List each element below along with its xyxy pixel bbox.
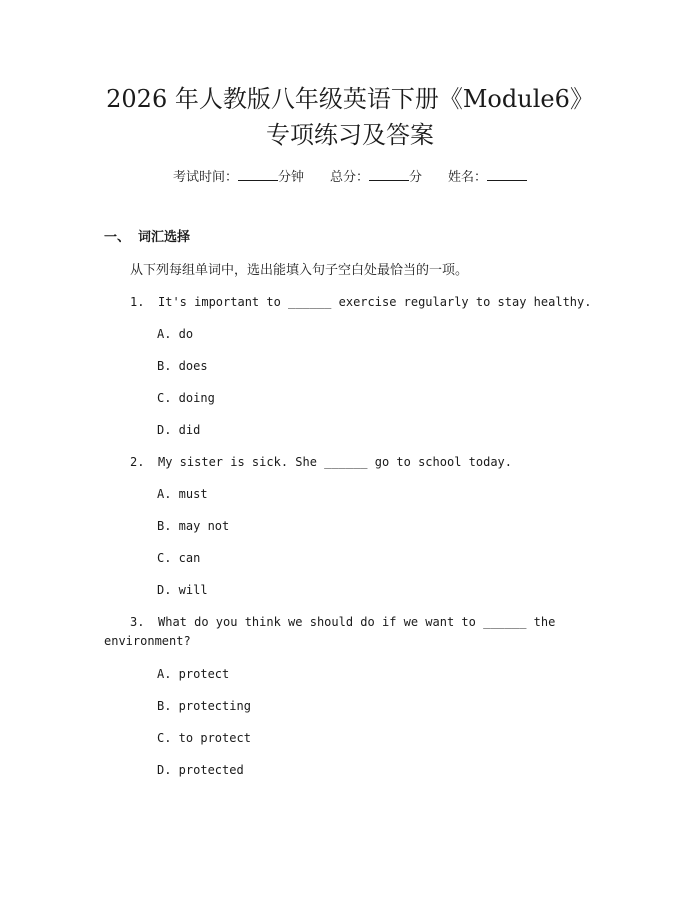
option-1c[interactable]: C. doing [157,391,215,405]
question-text: My sister is sick. She ______ go to school today. [158,455,513,469]
question-1 [130,293,591,311]
instructions: 从下列每组单词中，选出能填入句子空白处最恰当的一项。 [130,263,469,278]
option-3d[interactable]: D. protected [157,763,244,777]
question-number: 3. [130,615,145,629]
page-title-line-2: 专项练习及答案 [266,121,434,149]
score-label: 总分： [329,170,369,185]
exam-info [0,168,700,187]
question-text: It's important to ______ exercise regularly to stay healthy. [158,295,592,309]
section-heading [104,229,190,247]
time-unit: 分钟 [277,170,304,185]
option-3c[interactable]: C. to protect [157,731,251,745]
section-title: 词汇选择 [138,230,191,245]
time-label: 考试时间： [172,170,238,185]
option-1a[interactable]: A. do [157,327,194,341]
name-label: 姓名： [448,170,488,185]
option-1d[interactable]: D. did [157,423,201,437]
option-1b[interactable]: B. does [157,359,208,373]
section-number: 一、 [104,230,131,245]
option-2c[interactable]: C. can [157,551,201,565]
page-title-line-1: 2026 年人教版八年级英语下册《Module6》 [106,85,594,113]
question-3 [130,613,555,631]
question-number: 2. [130,455,145,469]
name-blank[interactable] [487,168,527,181]
question-number: 1. [130,295,145,309]
question-text: What do you think we should do if we want to ______ the [158,615,556,629]
option-2b[interactable]: B. may not [157,519,230,533]
time-blank[interactable] [238,168,278,181]
option-2a[interactable]: A. must [157,487,208,501]
option-3a[interactable]: A. protect [157,667,230,681]
score-unit: 分 [409,170,423,185]
question-3-continuation: environment? [104,634,191,648]
option-3b[interactable]: B. protecting [157,699,251,713]
score-blank[interactable] [369,168,409,181]
question-2 [130,453,512,471]
option-2d[interactable]: D. will [157,583,208,597]
